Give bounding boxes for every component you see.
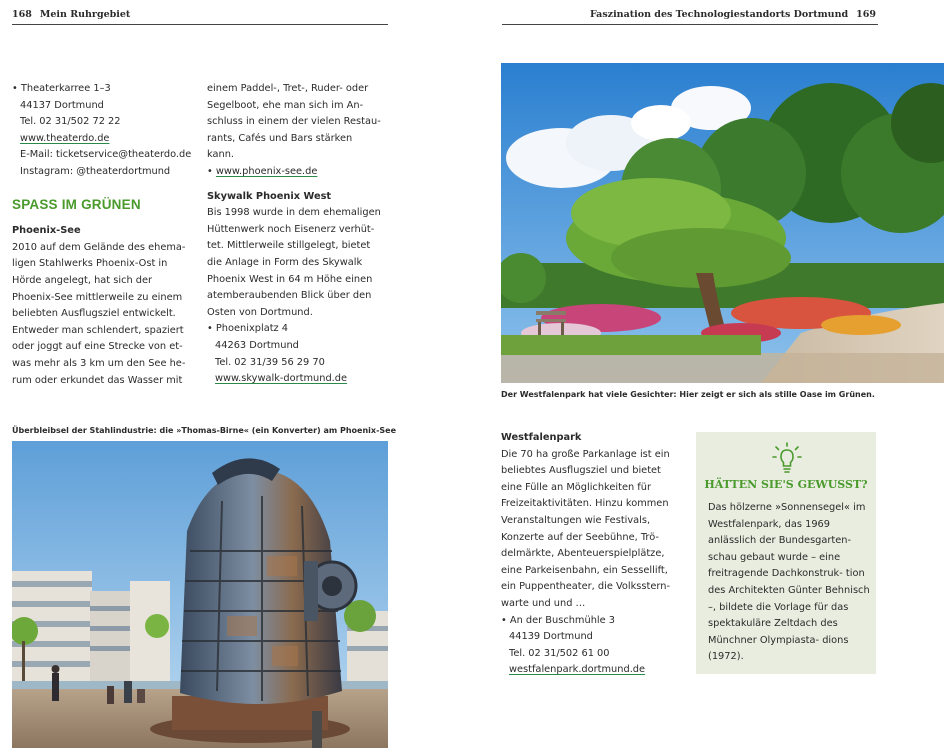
westfalenpark-heading: Westfalenpark xyxy=(501,432,582,443)
right-photo-caption: Der Westfalenpark hat viele Gesichter: Hier zeigt er sich als stille Oase im Grünen. xyxy=(501,390,875,399)
body-line: Hörde angelegt, hat sich der xyxy=(12,274,153,286)
box-line: freitragende Dachkonstruk- xyxy=(708,568,843,580)
section-heading: SPASS IM GRÜNEN xyxy=(12,196,141,212)
theater-address-line: 44137 Dortmund xyxy=(20,99,104,111)
body-line: Konzerte auf der Seebühne, Trö- xyxy=(501,531,659,543)
westfalenpark-column xyxy=(501,430,691,679)
skywalk-phone: Tel. 02 31/39 56 29 70 xyxy=(215,356,325,368)
right-running-head xyxy=(590,9,876,20)
left-header-rule xyxy=(12,24,388,25)
left-photo-caption: Überbleibsel der Stahlindustrie: die »Thomas-Birne« (ein Konverter) am Phoenix-See xyxy=(12,426,396,435)
left-column-1 xyxy=(12,81,197,389)
body-line: Bis 1998 wurde in dem ehemaligen xyxy=(207,207,381,219)
box-text xyxy=(708,500,876,666)
body-line: tet. Mittlerweile stillgelegt, bietet xyxy=(207,240,371,252)
phoenix-see-link[interactable]: www.phoenix-see.de xyxy=(215,165,318,177)
theater-address-line: • Theaterkarree 1–3 xyxy=(12,83,111,94)
westfalenpark-address-line: 44139 Dortmund xyxy=(509,631,593,643)
westfalenpark-photo xyxy=(501,63,944,383)
right-header-rule xyxy=(502,24,878,25)
body-line: 2010 auf dem Gelände des ehema- xyxy=(12,241,186,253)
westfalenpark-phone: Tel. 02 31/502 61 00 xyxy=(509,647,610,659)
body-line: Freizeitaktivitäten. Hinzu kommen xyxy=(501,498,669,510)
box-line: des Münchner Olympiasta- xyxy=(708,618,838,646)
body-line: kann. xyxy=(207,149,235,161)
box-line: für das spektakuläre Zeltdach xyxy=(708,601,849,630)
body-line: delmärkte, Abenteuerspielplätze, xyxy=(501,548,665,560)
body-line: Die 70 ha große Parkanlage ist ein xyxy=(501,448,670,460)
left-page-number: 168 xyxy=(12,9,32,20)
converter-photo-art xyxy=(12,441,388,748)
body-line: Veranstaltungen wie Festivals, xyxy=(501,514,651,526)
body-line: oder joggt auf eine Strecke von et- xyxy=(12,341,183,353)
left-running-head xyxy=(12,9,130,20)
body-line: die Anlage in Form des Skywalk xyxy=(207,256,363,268)
left-running-title: Mein Ruhrgebiet xyxy=(39,9,131,20)
skywalk-address-line: • Phoenixplatz 4 xyxy=(207,323,289,335)
body-line: schluss in einem der vielen Restau- xyxy=(207,116,381,128)
body-line: was mehr als 3 km um den See he- xyxy=(12,357,186,369)
box-line: im Westfalenpark, das 1969 xyxy=(708,502,866,530)
theater-email: E-Mail: ticketservice@theaterdo.de xyxy=(20,149,192,161)
box-line: anlässlich der Bundesgarten- xyxy=(708,535,852,547)
body-line: einem Paddel-, Tret-, Ruder- oder xyxy=(207,83,369,94)
body-line: Segelboot, ehe man sich im An- xyxy=(207,99,364,111)
body-line: ein Puppentheater, die Volksstern- xyxy=(501,581,670,593)
right-running-title: Faszination des Technologiestandorts Dortmund xyxy=(589,9,849,20)
did-you-know-box xyxy=(696,432,876,674)
box-line: schau gebaut wurde – eine xyxy=(708,551,841,563)
skywalk-heading: Skywalk Phoenix West xyxy=(207,190,332,202)
body-line: rants, Cafés und Bars stärken xyxy=(207,132,353,144)
box-title: HÄTTEN SIE'S GEWUSST? xyxy=(704,478,868,491)
skywalk-address-line: 44263 Dortmund xyxy=(215,339,299,351)
westfalenpark-link[interactable]: westfalenpark.dortmund.de xyxy=(509,664,646,676)
box-line: dions (1972). xyxy=(708,634,849,663)
theater-website-link[interactable]: www.theaterdo.de xyxy=(20,132,110,144)
body-line: Osten von Dortmund. xyxy=(207,306,313,318)
body-line: Phoenix West in 64 m Höhe einen xyxy=(207,273,373,285)
converter-photo xyxy=(12,441,388,748)
body-line: Hüttenwerk noch Eisenerz verhüt- xyxy=(207,223,375,235)
right-page-number: 169 xyxy=(856,9,876,20)
box-line: tion des Architekten Günter xyxy=(708,568,865,596)
box-line: Das hölzerne »Sonnensegel« xyxy=(708,502,851,513)
body-line: ligen Stahlwerks Phoenix-Ost in xyxy=(12,258,168,270)
phoenix-see-heading: Phoenix-See xyxy=(12,225,81,237)
body-line: rum oder erkundet das Wasser mit xyxy=(12,374,183,386)
left-column-2: einem Paddel-, Tret-, Ruder- oder Segelboot, ehe man sich im An- schluss in einem der vielen Restau- rants, Cafés und Bars stärken kann. • www.phoenix-see.de Skywalk Phoenix West Bis 1998 wurde in dem ehemaligen Hüttenwerk noch Eisenerz verhüt- tet. Mittlerweile stillgelegt, bietet die Anlage in Form des Skywalk Phoenix West in 64 m Höhe einen atemberaubenden Blick über den Osten von Dortmund. • Phoenixplatz 4 44263 Dortmund Tel. 02 31/39 56 29 70 www.skywalk-dortmund.de xyxy=(207,81,392,388)
lightbulb-icon xyxy=(772,442,802,474)
right-page xyxy=(472,0,944,755)
body-line: Phoenix-See mittlerweile zu einem xyxy=(12,291,183,303)
body-line: beliebten Ausflugsziel entwickelt. xyxy=(12,308,176,320)
body-line: warte und und … xyxy=(501,597,586,609)
theater-phone: Tel. 02 31/502 72 22 xyxy=(20,116,121,128)
box-line: Behnisch –, bildete die Vorlage xyxy=(708,584,870,613)
westfalenpark-address-line: • An der Buschmühle 3 xyxy=(501,614,615,626)
body-line: atemberaubenden Blick über den xyxy=(207,290,372,302)
westfalenpark-photo-art xyxy=(501,63,944,383)
body-line: eine Fülle an Möglichkeiten für xyxy=(501,481,651,493)
theater-instagram: Instagram: @theaterdortmund xyxy=(20,165,171,177)
skywalk-link[interactable]: www.skywalk-dortmund.de xyxy=(215,373,348,385)
body-line: eine Parkeisenbahn, ein Sessellift, xyxy=(501,564,668,576)
body-line: beliebtes Ausflugsziel und bietet xyxy=(501,465,661,477)
body-line: Entweder man schlendert, spaziert xyxy=(12,324,184,336)
